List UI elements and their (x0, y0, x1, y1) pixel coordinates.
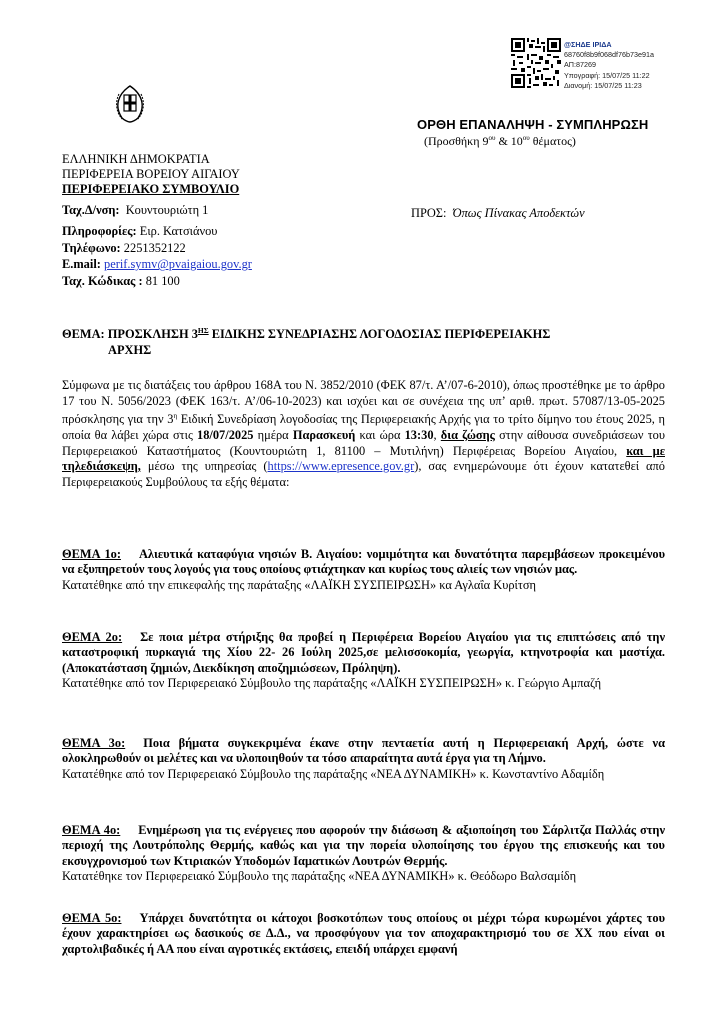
topic-label: ΘΕΜΑ 5ο: (62, 911, 122, 925)
topic-label: ΘΕΜΑ 4ο: (62, 823, 121, 837)
topic-submitter: Κατατέθηκε από τον Περιφερειακό Σύμβουλο της παράταξης «ΛΑΪΚΗ ΣΥΣΠΕΙΡΩΣΗ» κ. Γεώργιο Αμπαζή (62, 676, 602, 691)
topic-1 (62, 547, 665, 593)
meeting-date: 18/07/2025 (197, 427, 254, 442)
subtitle-part: (Προσθήκη 9 (424, 134, 489, 148)
intro-text: Ειδική Συνεδρίαση λογοδοσίας της Περιφερειακής Αρχής για το τρίτο δίμηνο του έτους 2025, η οποία θα λάβει χώρα στις (62, 412, 665, 442)
contact-email (62, 256, 252, 273)
contact-zip (62, 273, 252, 290)
info-value: Ειρ. Κατσιάνου (139, 223, 218, 238)
meeting-remote: και με τηλεδιάσκεψη, (62, 443, 665, 474)
document-notice-subtitle (424, 134, 576, 149)
subject-heading (62, 323, 662, 358)
subtitle-part: & 10 (495, 134, 523, 148)
organization-block (62, 152, 240, 198)
document-notice-title: ΟΡΘΗ ΕΠΑΝΑΛΗΨΗ - ΣΥΜΠΛΗΡΩΣΗ (417, 117, 649, 132)
contact-address (62, 202, 252, 219)
phone-value: 2251352122 (123, 240, 186, 255)
signature-signed-time: Υπογραφή: 15/07/25 11:22 (564, 70, 650, 80)
intro-text: μέσω της υπηρεσίας ( (140, 459, 268, 474)
org-line-3: ΠΕΡΙΦΕΡΕΙΑΚΟ ΣΥΜΒΟΥΛΙΟ (62, 182, 240, 197)
topic-label: ΘΕΜΑ 3ο: (62, 736, 126, 750)
recipient-line (411, 206, 585, 221)
meeting-time: 13:30 (404, 427, 434, 442)
subject-line-1 (62, 323, 662, 342)
topic-submitter: Κατατέθηκε τον Περιφερειακό Σύμβουλο της παράταξης «ΝΕΑ ΔΥΝΑΜΙΚΗ» κ. Θεόδωρο Βαλσαμίδη (62, 869, 577, 884)
subtitle-sup: ου (488, 134, 496, 142)
contact-phone (62, 240, 252, 257)
intro-text: και ώρα (355, 427, 405, 442)
topic-question (62, 911, 665, 957)
recipient-value: Όπως Πίνακας Αποδεκτών (452, 206, 585, 220)
subject-line-2: ΑΡΧΗΣ (108, 343, 152, 358)
intro-text: ημέρα (253, 427, 293, 442)
email-label: E.mail: (62, 257, 101, 272)
topic-label: ΘΕΜΑ 1ο: (62, 547, 121, 561)
signature-distribution-time: Διανομή: 15/07/25 11:23 (564, 80, 642, 90)
intro-text: Σύμφωνα με τις διατάξεις του άρθρου 168Α του Ν. 3852/2010 (ΦΕΚ 87/τ. Α’/07-6-2010), όπως προστέθηκε με το άρθρο 17 του Ν. 5056/2023 (ΦΕΚ 163/τ. Α’/06-10-2023) και ισχύει και σε συνέχεια της υπ’ αριθ. πρωτ. 57087/13-05-2025 πρόσκλησης για την 3 (62, 378, 665, 427)
zip-value: 81 100 (145, 274, 180, 289)
meeting-in-person: δια ζώσης (440, 427, 495, 442)
greek-emblem-icon (110, 84, 150, 124)
topic-question (62, 736, 665, 767)
topic-question-text: Αλιευτικά καταφύγια νησιών Β. Αιγαίου: νομιμότητα και δυνατότητα παρεμβάσεων προκειμένου να εξυπηρετούν τους λογούς για τους οποίους φτιάχτηκαν και κυρίως τους αλιείς των νησιών μας. (62, 547, 665, 577)
topic-question (62, 630, 665, 676)
intro-sup: η (173, 412, 178, 421)
topic-label: ΘΕΜΑ 2ο: (62, 630, 123, 644)
phone-label: Τηλέφωνο: (62, 240, 121, 255)
intro-text: ), σας ενημερώνουμε ότι έχουν κατατεθεί από Περιφερειακούς Συμβούλους τα εξής θέματα: (62, 459, 666, 489)
zip-label: Ταχ. Κώδικας : (62, 274, 143, 289)
qr-code-icon (511, 38, 561, 88)
epresence-link[interactable]: https://www.epresence.gov.gr (267, 459, 415, 474)
topic-2 (62, 630, 665, 692)
org-line-1: ΕΛΛΗΝΙΚΗ ΔΗΜΟΚΡΑΤΙΑ (62, 152, 210, 166)
topic-question-text: Ενημέρωση για τις ενέργειες που αφορούν την διάσωση & αξιοποίηση του Σάρλιτζα Παλλάς στην περιοχή της Λουτρόπολης Θερμής, καθώς και για την πορεία υλοποίησης του έργου της επισκευής και του εκσυγχρονισμού των Κτιριακών Υποδομών Ιαματικών Λουτρών Θερμής. (62, 823, 665, 868)
email-link[interactable]: perif.symv@pvaigaiou.gov.gr (104, 257, 252, 272)
topic-question-text: Ποια βήματα συγκεκριμένα έκανε στην πενταετία αυτή η Περιφερειακή Αρχή, ώστε να ολοκληρωθούν οι μελέτες και να υλοποιηθούν τα τόσο απαραίτητα αυτά έργα για τη Λήμνο. (62, 736, 665, 766)
subject-part: ΕΙΔΙΚΗΣ ΣΥΝΕΔΡΙΑΣΗΣ ΛΟΓΟΔΟΣΙΑΣ ΠΕΡΙΦΕΡΕΙΑΚΗΣ (208, 327, 551, 342)
topic-submitter: Κατατέθηκε από την επικεφαλής της παράταξης «ΛΑΪΚΗ ΣΥΣΠΕΙΡΩΣΗ» κα Αγλαΐα Κυρίτση (62, 577, 537, 592)
intro-paragraph (62, 378, 665, 490)
contact-block (62, 202, 252, 290)
digital-signature-stamp (564, 40, 654, 91)
topic-question (62, 823, 665, 869)
org-line-2: ΠΕΡΙΦΕΡΕΙΑ ΒΟΡΕΙΟΥ ΑΙΓΑΙΟΥ (62, 167, 240, 182)
subject-sup: ΗΣ (197, 326, 209, 335)
address-value: Κουντουριώτη 1 (125, 203, 209, 217)
meeting-day: Παρασκευή (292, 427, 356, 442)
topic-3 (62, 736, 665, 782)
subtitle-part: θέματος) (529, 134, 576, 148)
signature-hash: 68760f8b9f068df76b73e91a (564, 50, 654, 60)
recipient-label: ΠΡΟΣ: (411, 206, 447, 220)
topic-question-text: Σε ποια μέτρα στήριξης θα προβεί η Περιφέρεια Βορείου Αιγαίου για τις επιπτώσεις από την καταστροφική πυρκαγιά της Χίου 22- 26 Ιούλη 2025,σε μελισσοκομία, γεωργία, κτηνοτροφία και μαστίχα. (Αποκατάσταση ζημιών, Διεκδίκηση αποζημιώσεων, Πρόληψη). (62, 630, 665, 675)
subject-part: ΘΕΜΑ: ΠΡΟΣΚΛΗΣΗ 3 (62, 327, 198, 342)
contact-info (62, 223, 252, 240)
address-label: Ταχ.Δ/νση: (62, 203, 120, 217)
topic-question (62, 547, 665, 578)
topic-5 (62, 911, 665, 957)
intro-text: στην αίθουσα συνεδριάσεων του Περιφερειακού Καταστήματος (Κουντουριώτη 1, 81100 – Μυτιλήνη) Περιφέρειας Βορείου Αιγαίου, (62, 427, 666, 458)
topic-4 (62, 823, 665, 885)
intro-text: , (433, 427, 441, 442)
subtitle-sup: ου (522, 134, 530, 142)
topic-question-text: Υπάρχει δυνατότητα οι κάτοχοι βοσκοτόπων τους οποίους οι μέχρι τώρα κυρωμένοι χάρτες του έχουν χαρακτηρίσει ως δασικούς σε Δ.Δ., να προσφύγουν για τον αποχαρακτηρισμό του σε ΧΧ που είναι οι χαρτολιβαδικές ή ΑΑ που είναι αγροτικές εκτάσεις, επειδή υπάρχει εμφανή (62, 911, 665, 956)
topic-submitter: Κατατέθηκε από τον Περιφερειακό Σύμβουλο της παράταξης «ΝΕΑ ΔΥΝΑΜΙΚΗ» κ. Κωνσταντίνο Αδαμίδη (62, 766, 605, 781)
signature-brand: @ΣΗΔΕ ΙΡΙΔΑ (564, 40, 612, 49)
info-label: Πληροφορίες: (62, 223, 137, 238)
signature-ap: ΑΠ:87269 (564, 60, 596, 70)
